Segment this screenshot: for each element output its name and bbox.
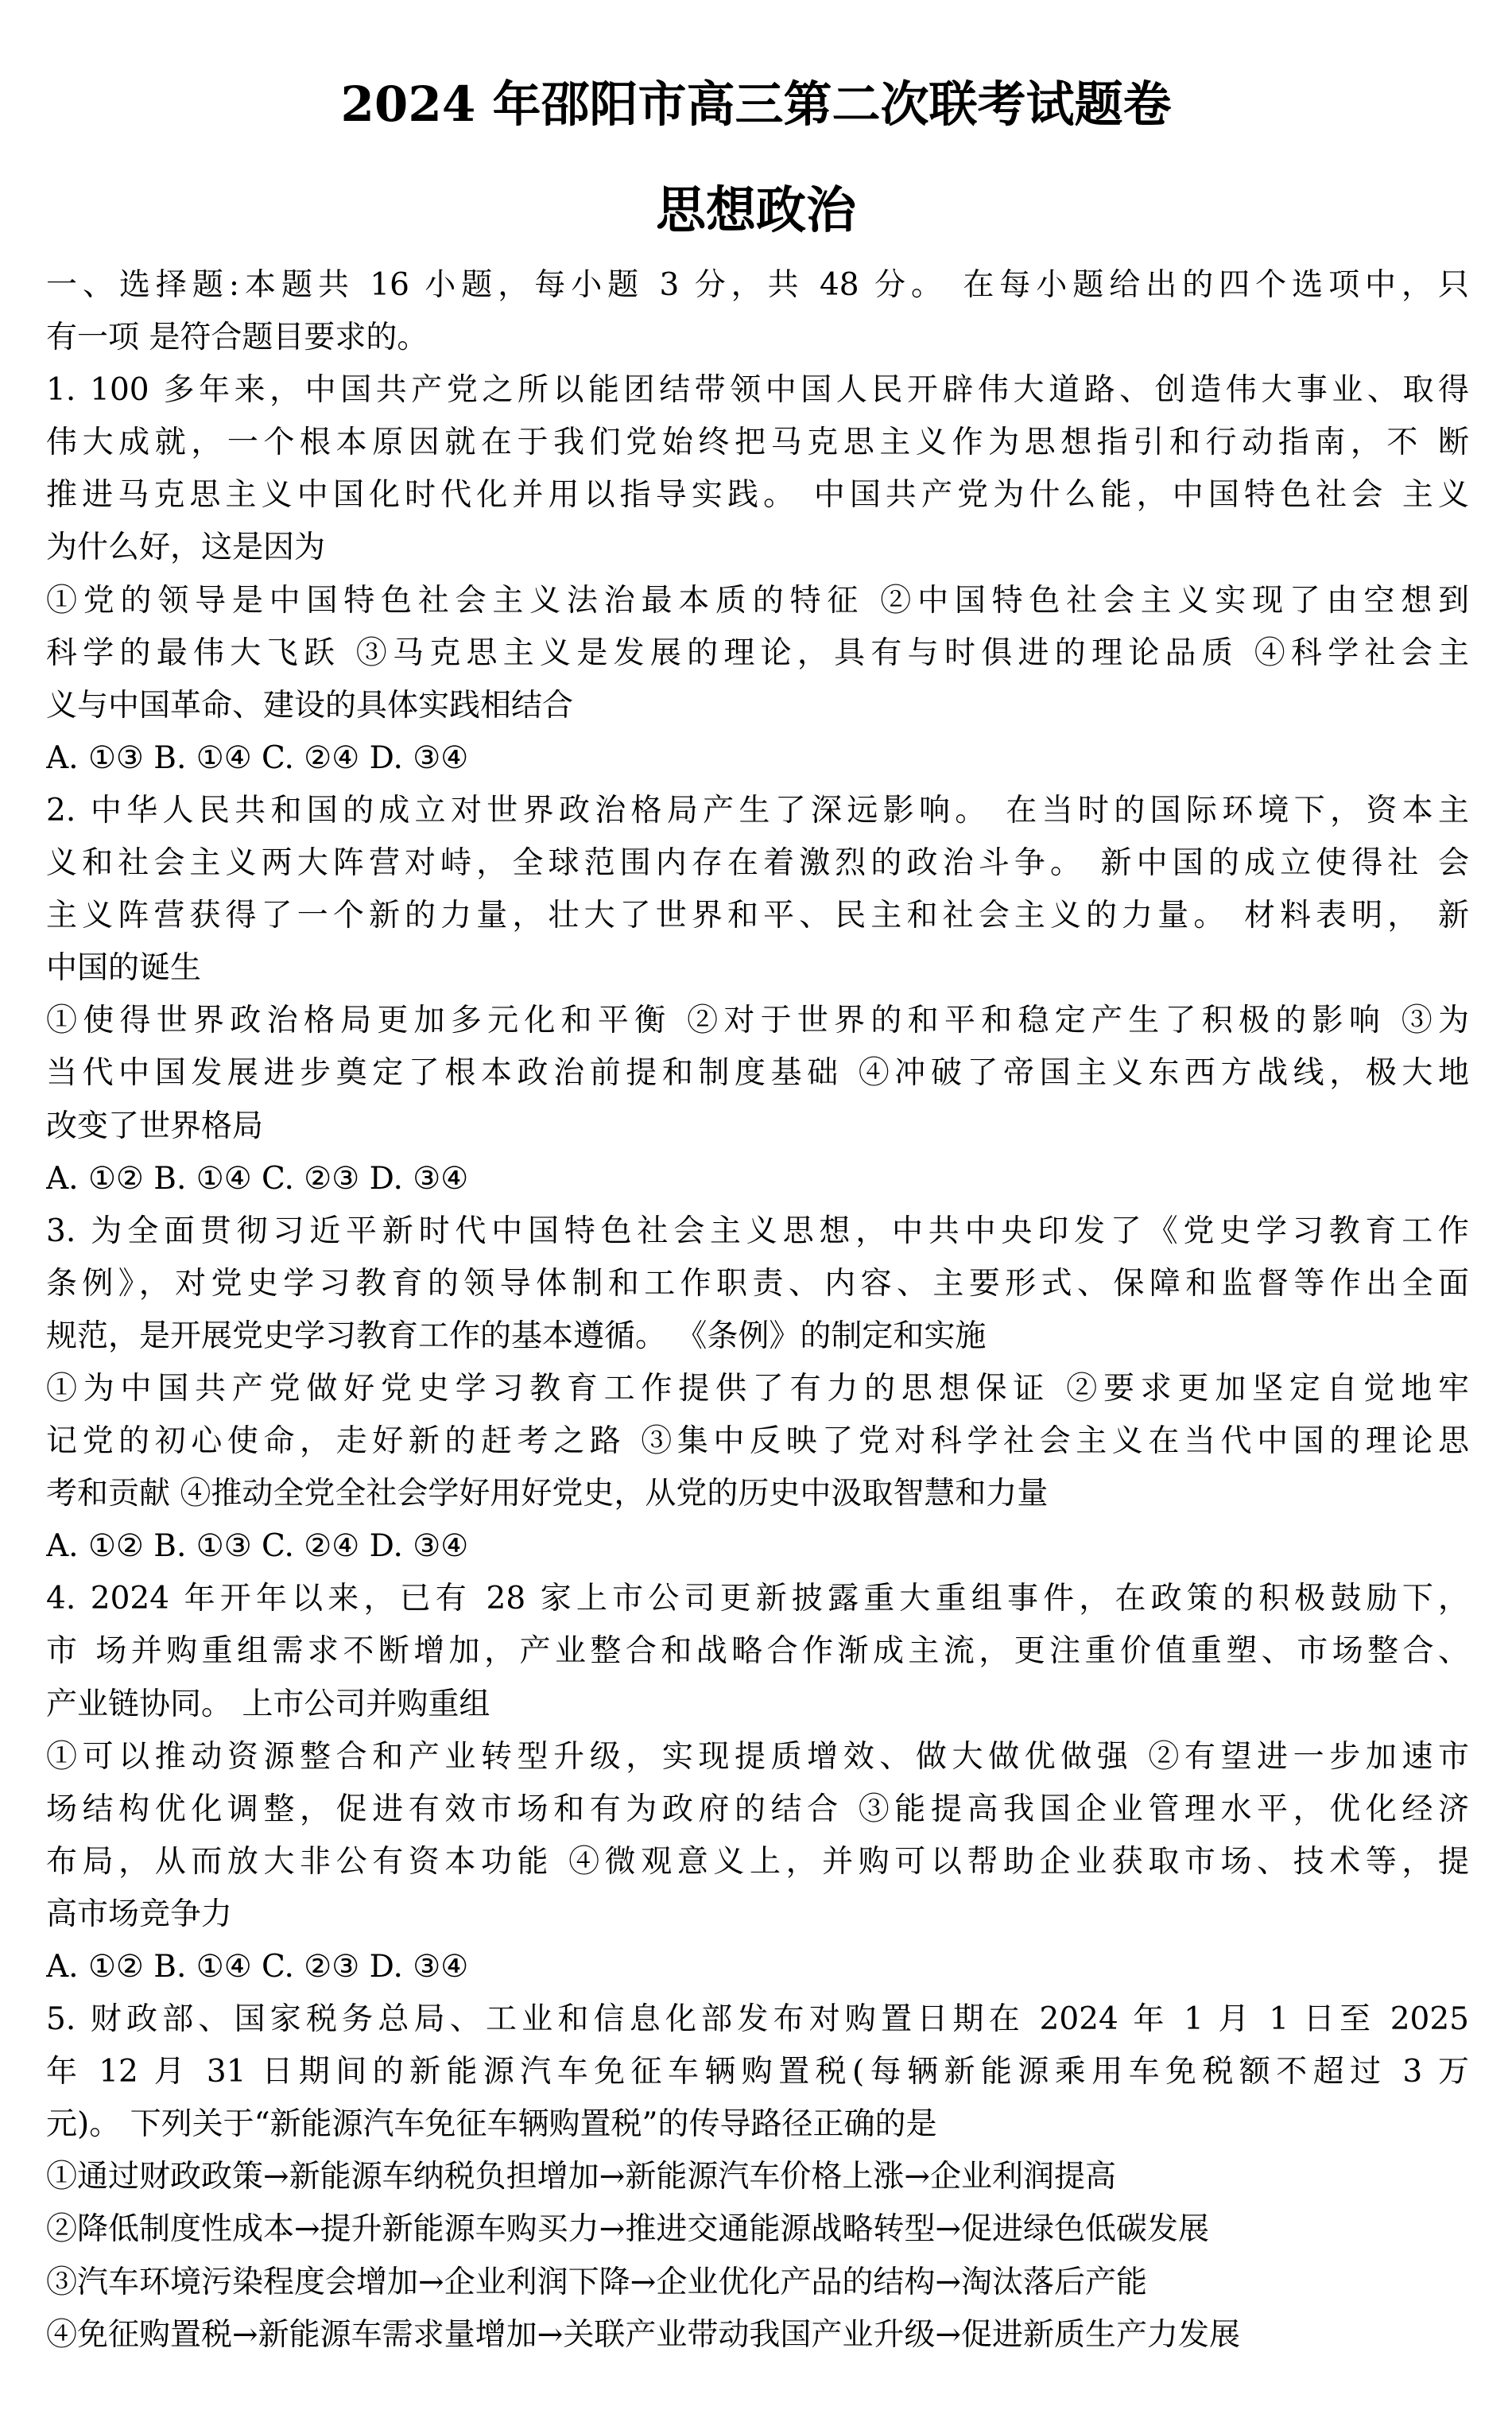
exam-title: 2024 年邵阳市高三第二次联考试题卷 <box>340 76 1172 133</box>
question-stem-line: 规范，是开展党史学习教育工作的基本遵循。 《条例》的制定和实施 <box>46 1318 987 1354</box>
question-option-line: 义与中国革命、建设的具体实践相结合 <box>46 687 574 724</box>
question-option-line: 布局，从而放大非公有资本功能 ④微观意义上，并购可以帮助企业获取市场、技术等，提 <box>46 1843 1469 1880</box>
question-option-line: 改变了世界格局 <box>46 1108 264 1144</box>
question-option-line: 记党的初心使命，走好新的赶考之路 ③集中反映了党对科学社会主义在当代中国的理论思 <box>46 1423 1469 1460</box>
question-stem-line: 条例》，对党史学习教育的领导体制和工作职责、内容、主要形式、保障和监督等作出全面 <box>46 1265 1469 1302</box>
question-3 <box>46 1205 1469 1574</box>
subject-title: 思想政治 <box>656 180 856 239</box>
instruction-line: 一、选择题:本题共 16 小题，每小题 3 分，共 48 分。 在每小题给出的四个选项中，只 <box>46 267 1469 303</box>
question-stem-line: 市 场并购重组需求不断增加，产业整合和战略合作渐成主流，更注重价值重塑、市场整合、 <box>46 1633 1469 1670</box>
question-stem-line: 元)。 下列关于“新能源汽车免征车辆购置税”的传导路径正确的是 <box>46 2106 937 2143</box>
question-stem-line: 伟大成就，一个根本原因就在于我们党始终把马克思主义作为思想指引和行动指南，不 断 <box>46 425 1469 461</box>
question-stem-line: 4. 2024 年开年以来，已有 28 家上市公司更新披露重大重组事件，在政策的积极鼓励下， <box>46 1581 1469 1617</box>
question-1 <box>46 364 1469 785</box>
question-stem-line: 中国的诞生 <box>46 950 202 987</box>
question-stem-line: 主义阵营获得了一个新的力量，壮大了世界和平、民主和社会主义的力量。 材料表明， 新 <box>46 898 1469 934</box>
question-option-line: ②降低制度性成本→提升新能源车购买力→推进交通能源战略转型→促进绿色低碳发展 <box>46 2211 1210 2248</box>
question-stem-line: 2. 中华人民共和国的成立对世界政治格局产生了深远影响。 在当时的国际环境下，资本主 <box>46 792 1469 829</box>
answer-choices: A. ①③ B. ①④ C. ②④ D. ③④ <box>46 739 469 776</box>
question-5 <box>46 1993 1469 2362</box>
instruction-line: 有一项 是符合题目要求的。 <box>46 320 428 356</box>
question-option-line: 考和贡献 ④推动全党全社会学好用好党史，从党的历史中汲取智慧和力量 <box>46 1476 1049 1512</box>
question-option-line: ①为中国共产党做好党史学习教育工作提供了有力的思想保证 ②要求更加坚定自觉地牢 <box>46 1370 1469 1407</box>
question-stem-line: 年 12 月 31 日期间的新能源汽车免征车辆购置税(每辆新能源乘用车免税额不超过 3 万 <box>46 2054 1469 2090</box>
question-option-line: ③汽车环境污染程度会增加→企业利润下降→企业优化产品的结构→淘汰落后产能 <box>46 2264 1148 2300</box>
question-option-line: 高市场竞争力 <box>46 1896 233 1932</box>
question-option-line: ①通过财政政策→新能源车纳税负担增加→新能源汽车价格上涨→企业利润提高 <box>46 2159 1117 2195</box>
question-stem-line: 推进马克思主义中国化时代化并用以指导实践。 中国共产党为什么能，中国特色社会 主义 <box>46 477 1469 514</box>
question-stem-line: 3. 为全面贯彻习近平新时代中国特色社会主义思想，中共中央印发了《党史学习教育工作 <box>46 1213 1469 1249</box>
question-stem-line: 5. 财政部、国家税务总局、工业和信息化部发布对购置日期在 2024 年 1 月 1 日至 2025 <box>46 2001 1469 2038</box>
question-option-line: 当代中国发展进步奠定了根本政治前提和制度基础 ④冲破了帝国主义东西方战线，极大地 <box>46 1055 1469 1092</box>
question-stem-line: 义和社会主义两大阵营对峙，全球范围内存在着激烈的政治斗争。 新中国的成立使得社 会 <box>46 845 1469 882</box>
question-option-line: 科学的最伟大飞跃 ③马克思主义是发展的理论，具有与时俱进的理论品质 ④科学社会主 <box>46 635 1469 671</box>
question-option-line: ①党的领导是中国特色社会主义法治最本质的特征 ②中国特色社会主义实现了由空想到 <box>46 582 1469 619</box>
question-stem-line: 1. 100 多年来，中国共产党之所以能团结带领中国人民开辟伟大道路、创造伟大事业、取得 <box>46 372 1469 409</box>
question-4 <box>46 1573 1469 1993</box>
exam-content <box>46 259 1469 2362</box>
question-option-line: ④免征购置税→新能源车需求量增加→关联产业带动我国产业升级→促进新质生产力发展 <box>46 2316 1241 2353</box>
answer-choices: A. ①② B. ①④ C. ②③ D. ③④ <box>46 1160 469 1197</box>
answer-choices: A. ①② B. ①③ C. ②④ D. ③④ <box>46 1528 469 1565</box>
section-instructions <box>46 259 1469 364</box>
question-option-line: ①可以推动资源整合和产业转型升级，实现提质增效、做大做优做强 ②有望进一步加速市 <box>46 1738 1469 1775</box>
question-stem-line: 为什么好，这是因为 <box>46 530 326 566</box>
question-option-line: ①使得世界政治格局更加多元化和平衡 ②对于世界的和平和稳定产生了积极的影响 ③为 <box>46 1003 1469 1039</box>
question-option-line: 场结构优化调整，促进有效市场和有为政府的结合 ③能提高我国企业管理水平，优化经济 <box>46 1791 1469 1827</box>
answer-choices: A. ①② B. ①④ C. ②③ D. ③④ <box>46 1949 469 1985</box>
question-2 <box>46 785 1469 1205</box>
question-stem-line: 产业链协同。 上市公司并购重组 <box>46 1686 490 1722</box>
